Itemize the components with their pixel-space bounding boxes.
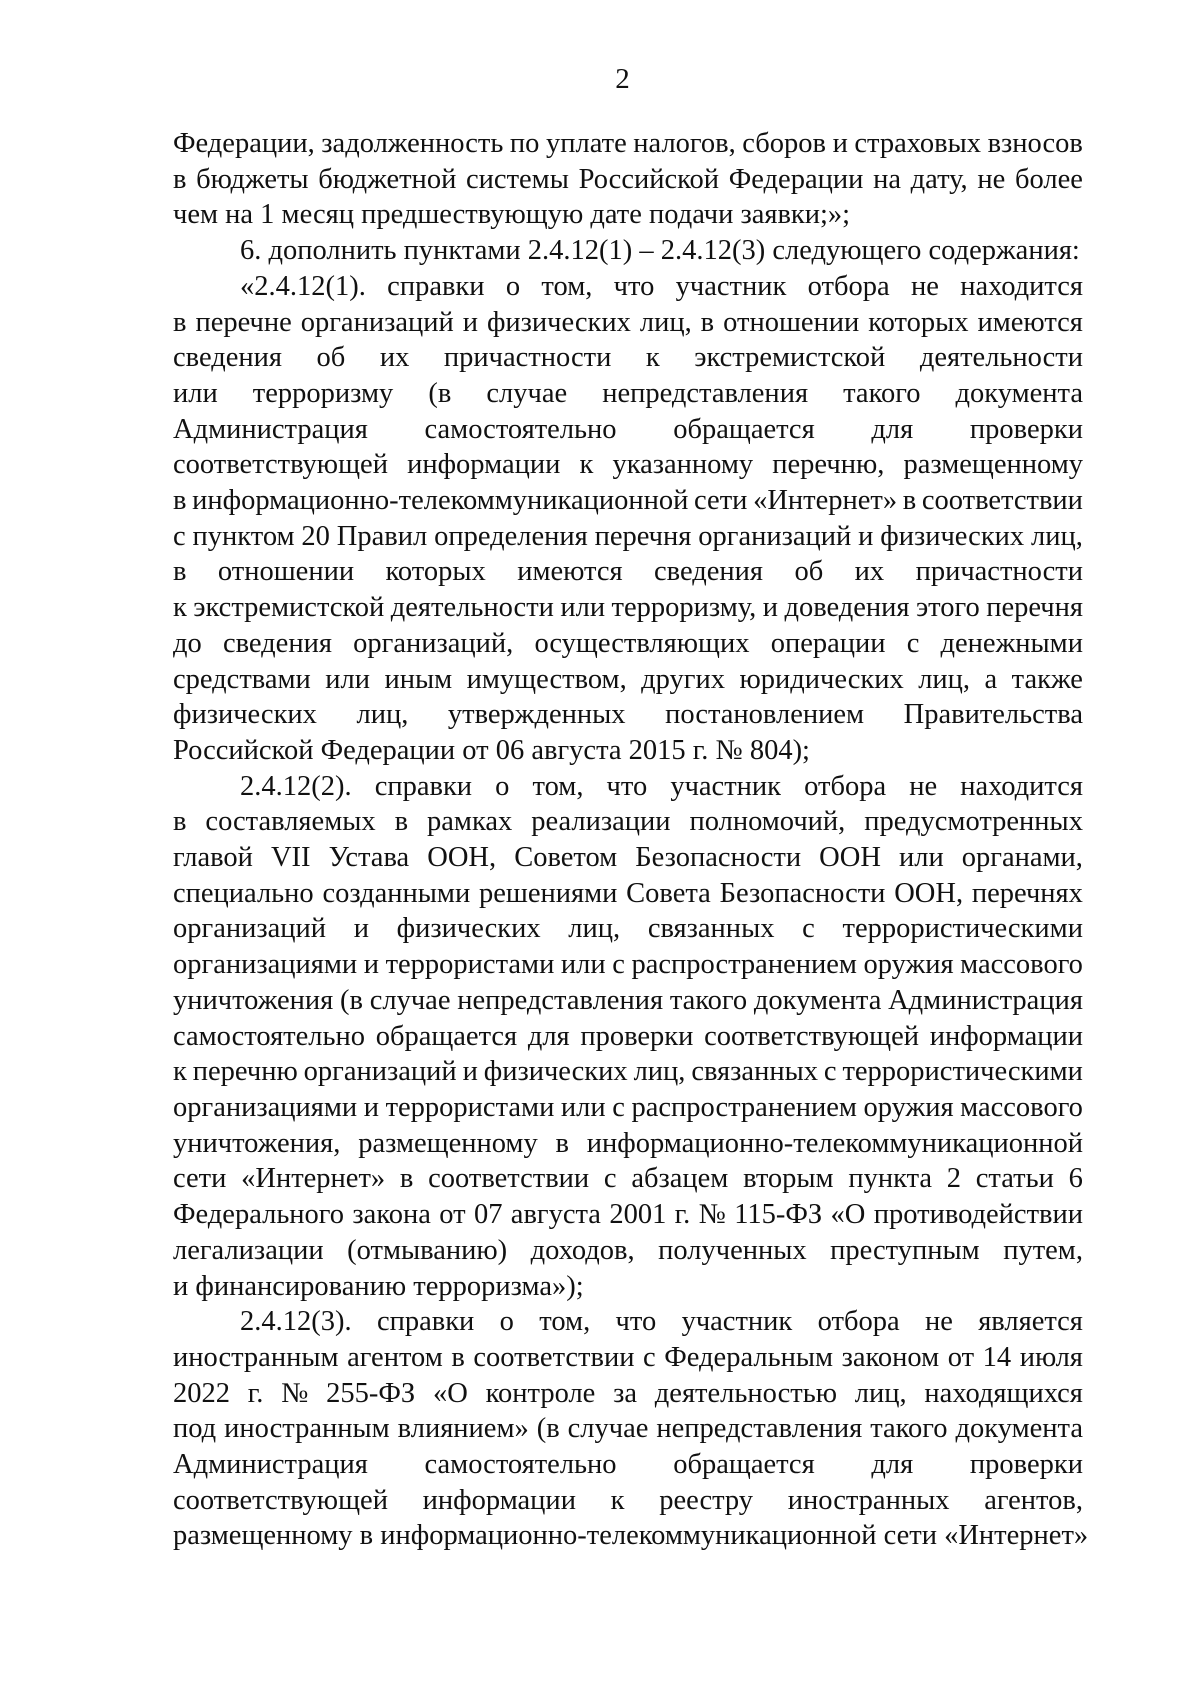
text-line: Администрация самостоятельно обращается для проверки bbox=[173, 413, 1083, 445]
text-line: средствами или иным имуществом, других юридических лиц, а также bbox=[173, 663, 1083, 695]
text-line: под иностранным влиянием» (в случае непредставления такого документа bbox=[173, 1413, 1083, 1445]
text-line: легализации (отмыванию) доходов, полученных преступным путем, bbox=[173, 1234, 1083, 1266]
text-line: «2.4.12(1). справки о том, что участник отбора не находится bbox=[240, 270, 1083, 302]
text-line: размещенному в информационно-телекоммуникационной сети «Интернет» bbox=[173, 1520, 1089, 1552]
text-line: к экстремистской деятельности или терроризму, и доведения этого перечня bbox=[173, 592, 1083, 624]
text-line: иностранным агентом в соответствии с Федеральным законом от 14 июля bbox=[173, 1341, 1083, 1373]
text-line: уничтожения (в случае непредставления такого документа Администрация bbox=[173, 984, 1083, 1016]
text-line: Федерации, задолженность по уплате налогов, сборов и страховых взносов bbox=[173, 128, 1083, 159]
paragraph bbox=[173, 769, 1083, 1305]
text-line: уничтожения, размещенному в информационно-телекоммуникационной bbox=[173, 1127, 1083, 1159]
text-line: организаций и физических лиц, связанных с террористическими bbox=[173, 913, 1083, 945]
text-line: в отношении которых имеются сведения об их причастности bbox=[173, 556, 1083, 588]
text-line: сведения об их причастности к экстремистской деятельности bbox=[173, 342, 1083, 374]
text-line: самостоятельно обращается для проверки соответствующей информации bbox=[173, 1020, 1083, 1052]
text-line: организациями и террористами или с распространением оружия массового bbox=[173, 1091, 1083, 1123]
text-line: специально созданными решениями Совета Безопасности ООН, перечнях bbox=[173, 877, 1083, 909]
document-body bbox=[173, 126, 1089, 1554]
text-line: 2.4.12(3). справки о том, что участник отбора не является bbox=[240, 1306, 1083, 1338]
text-line: 2022 г. № 255-ФЗ «О контроле за деятельностью лиц, находящихся bbox=[173, 1377, 1083, 1409]
text-line: к перечню организаций и физических лиц, связанных с террористическими bbox=[173, 1056, 1083, 1088]
text-line: и финансированию терроризма»); bbox=[173, 1270, 584, 1302]
text-line: соответствующей информации к реестру иностранных агентов, bbox=[173, 1484, 1083, 1516]
text-line: чем на 1 месяц предшествующую дате подачи заявки;»; bbox=[173, 199, 851, 231]
text-line: или терроризму (в случае непредставления такого документа bbox=[173, 377, 1083, 409]
paragraph bbox=[173, 233, 1083, 269]
page-number: 2 bbox=[615, 63, 630, 95]
text-line: соответствующей информации к указанному перечню, размещенному bbox=[173, 449, 1083, 481]
text-line: в бюджеты бюджетной системы Российской Федерации на дату, не более bbox=[173, 163, 1083, 195]
text-line: главой VII Устава ООН, Советом Безопасности ООН или органами, bbox=[173, 842, 1083, 874]
text-line: в информационно-телекоммуникационной сети «Интернет» в соответствии bbox=[173, 485, 1083, 517]
paragraph bbox=[173, 1304, 1089, 1554]
text-line: до сведения организаций, осуществляющих операции с денежными bbox=[173, 627, 1083, 659]
text-line: в перечне организаций и физических лиц, в отношении которых имеются bbox=[173, 306, 1083, 338]
text-line: с пунктом 20 Правил определения перечня организаций и физических лиц, bbox=[173, 520, 1083, 552]
text-line: 6. дополнить пунктами 2.4.12(1) – 2.4.12(3) следующего содержания: bbox=[240, 235, 1080, 267]
paragraph bbox=[173, 126, 1083, 233]
text-line: Российской Федерации от 06 августа 2015 г. № 804); bbox=[173, 734, 810, 766]
text-line: организациями и террористами или с распространением оружия массового bbox=[173, 949, 1083, 981]
text-line: в составляемых в рамках реализации полномочий, предусмотренных bbox=[173, 806, 1083, 838]
text-line: физических лиц, утвержденных постановлением Правительства bbox=[173, 699, 1083, 731]
text-line: сети «Интернет» в соответствии с абзацем вторым пункта 2 статьи 6 bbox=[173, 1163, 1083, 1195]
text-line: Администрация самостоятельно обращается для проверки bbox=[173, 1449, 1083, 1481]
text-line: 2.4.12(2). справки о том, что участник отбора не находится bbox=[240, 770, 1083, 802]
paragraph bbox=[173, 269, 1083, 769]
text-line: Федерального закона от 07 августа 2001 г. № 115-ФЗ «О противодействии bbox=[173, 1199, 1083, 1231]
